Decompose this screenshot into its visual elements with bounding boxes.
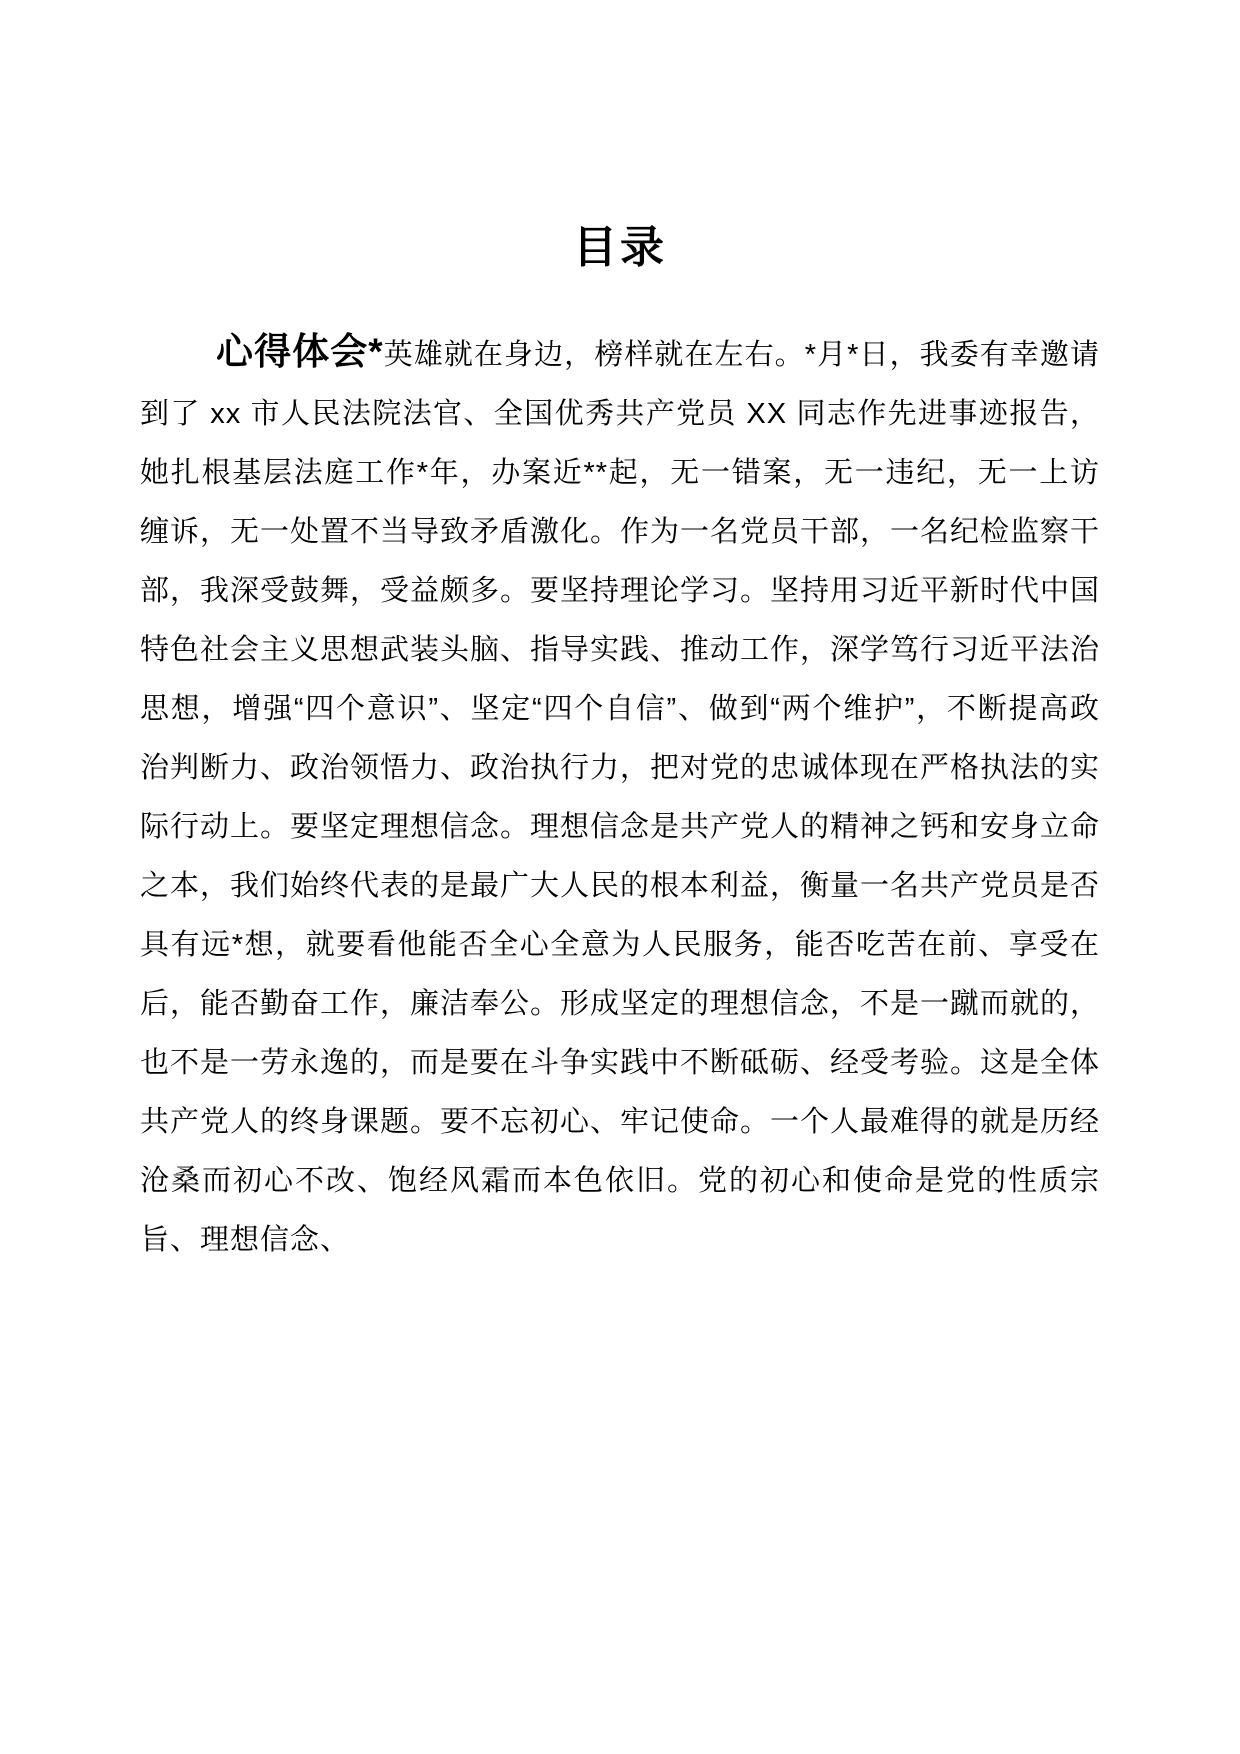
section-heading: 心得体会*: [216, 331, 384, 372]
body-paragraph: [140, 322, 1100, 1270]
paragraph-text: 英雄就在身边，榜样就在左右。*月*日，我委有幸邀请到了 xx 市人民法院法官、全国优秀共产党员 XX 同志作先进事迹报告，她扎根基层法庭工作*年，办案近**起，无一错案，无一违纪，无一上访缠诉，无一处置不当导致矛盾激化。作为一名党员干部，一名纪检监察干部，我深受鼓舞，受益颇多。要坚持理论学习。坚持用习近平新时代中国特色社会主义思想武装头脑、指导实践、推动工作，深学笃行习近平法治思想，增强“四个意识”、坚定“四个自信”、做到“两个维护”，不断提高政治判断力、政治领悟力、政治执行力，把对党的忠诚体现在严格执法的实际行动上。要坚定理想信念。理想信念是共产党人的精神之钙和安身立命之本，我们始终代表的是最广大人民的根本利益，衡量一名共产党员是否具有远*想，就要看他能否全心全意为人民服务，能否吃苦在前、享受在后，能否勤奋工作，廉洁奉公。形成坚定的理想信念，不是一蹴而就的，也不是一劳永逸的，而是要在斗争实践中不断砥砺、经受考验。这是全体共产党人的终身课题。要不忘初心、牢记使命。一个人最难得的就是历经沧桑而初心不改、饱经风霜而本色依旧。党的初心和使命是党的性质宗旨、理想信念、: [140, 339, 1101, 1256]
doc-title: 目录: [573, 223, 667, 272]
